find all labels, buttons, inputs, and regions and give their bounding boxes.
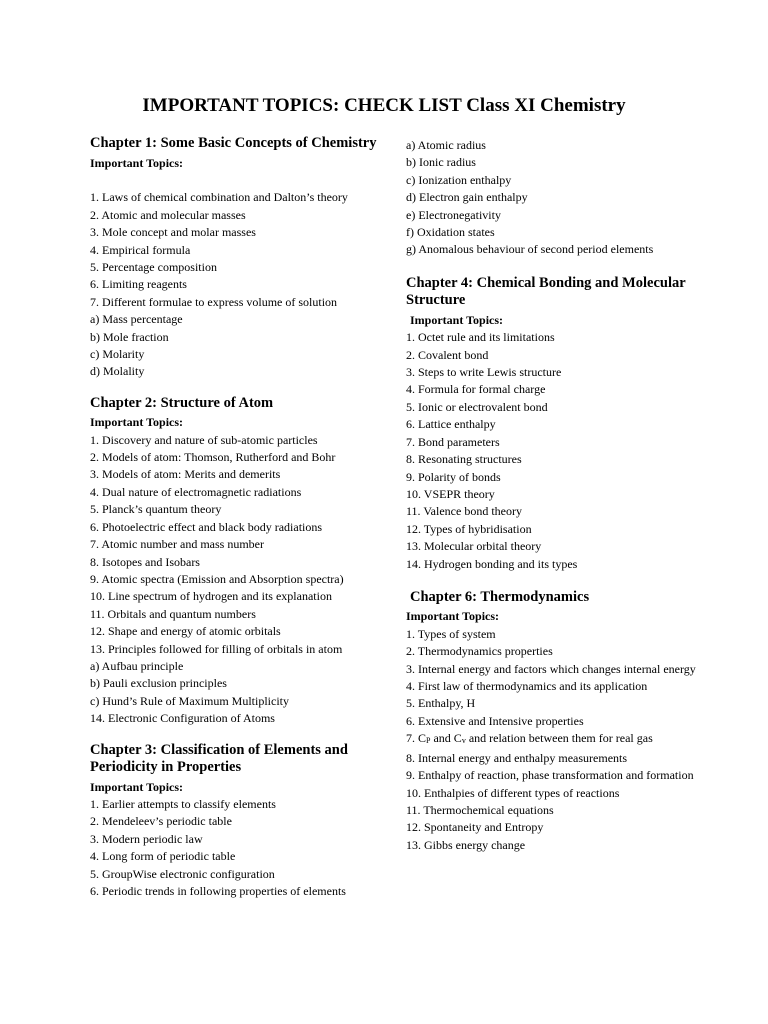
- topic-item: 12. Types of hybridisation: [406, 521, 532, 536]
- topic-item: 13. Principles followed for filling of orbitals in atom: [90, 641, 343, 656]
- topic-item: 14. Electronic Configuration of Atoms: [90, 711, 275, 726]
- important-topics-label: Important Topics:: [90, 779, 184, 794]
- topic-item: 7. Bond parameters: [406, 434, 500, 449]
- topic-item: g) Anomalous behaviour of second period elements: [406, 242, 654, 257]
- topic-item: a) Mass percentage: [90, 312, 183, 327]
- topic-item: 5. GroupWise electronic configuration: [90, 866, 275, 881]
- topic-item: b) Pauli exclusion principles: [90, 676, 227, 691]
- topic-item: 7. Atomic number and mass number: [90, 537, 264, 552]
- topic-item: 10. Line spectrum of hydrogen and its explanation: [90, 589, 332, 604]
- page-title: IMPORTANT TOPICS: CHECK LIST Class XI Chemistry: [142, 95, 626, 116]
- topic-item: 13. Gibbs energy change: [406, 837, 526, 852]
- topic-item: 1. Octet rule and its limitations: [406, 330, 555, 345]
- topic-item-cp-cv-suffix: and relation between them for real gas: [465, 731, 653, 746]
- left-column: [90, 135, 390, 900]
- important-topics-label: Important Topics:: [90, 155, 184, 170]
- topic-item: 4. Formula for formal charge: [406, 382, 546, 397]
- important-topics-label: Important Topics:: [406, 609, 500, 624]
- topic-item: 1. Earlier attempts to classify elements: [90, 796, 276, 811]
- topic-item: 9. Polarity of bonds: [406, 469, 501, 484]
- topic-item: 4. Long form of periodic table: [90, 849, 236, 864]
- topic-item: 7. Different formulae to express volume of solution: [90, 294, 338, 309]
- chapter-3-section: [90, 742, 390, 901]
- chapter-2-section: [90, 395, 390, 728]
- topic-item: e) Electronegativity: [406, 207, 501, 222]
- topic-item: 2. Thermodynamics properties: [406, 644, 553, 659]
- topic-item: 10. VSEPR theory: [406, 486, 495, 501]
- right-column: [406, 137, 706, 854]
- topic-item: 6. Lattice enthalpy: [406, 417, 496, 432]
- topic-item: 4. Dual nature of electromagnetic radiations: [90, 484, 302, 499]
- chapter-3-subtopic-list: [406, 137, 706, 259]
- spacer: [90, 172, 390, 189]
- topic-item: 3. Internal energy and factors which changes internal energy: [406, 661, 696, 676]
- chapter-4-section: [406, 275, 706, 573]
- chapter-6-topic-list-a: [406, 626, 706, 730]
- topic-item: b) Mole fraction: [90, 329, 169, 344]
- topic-item: 2. Models of atom: Thomson, Rutherford and Bohr: [90, 450, 336, 465]
- topic-item: f) Oxidation states: [406, 225, 495, 240]
- topic-item: 9. Enthalpy of reaction, phase transformation and formation: [406, 768, 694, 783]
- topic-item: 13. Molecular orbital theory: [406, 539, 542, 554]
- chapter-6-section: [406, 589, 706, 854]
- topic-item: 2. Mendeleev’s periodic table: [90, 814, 232, 829]
- topic-item: 6. Limiting reagents: [90, 277, 187, 292]
- chapter-6-title: Chapter 6: Thermodynamics: [410, 588, 590, 605]
- chapter-4-topic-list: [406, 329, 706, 573]
- subscript-v: v: [461, 736, 466, 746]
- important-topics-label: Important Topics:: [410, 312, 504, 327]
- topic-item: 10. Enthalpies of different types of reactions: [406, 785, 620, 800]
- topic-item: 9. Atomic spectra (Emission and Absorption spectra): [90, 571, 344, 586]
- topic-item: 11. Thermochemical equations: [406, 802, 554, 817]
- topic-item: 2. Covalent bond: [406, 347, 489, 362]
- chapter-1-title: Chapter 1: Some Basic Concepts of Chemistry: [90, 135, 377, 151]
- topic-item: 5. Enthalpy, H: [406, 696, 476, 711]
- topic-item: 2. Atomic and molecular masses: [90, 207, 246, 222]
- chapter-3-title: Chapter 3: Classification of Elements and Periodicity in Properties: [90, 741, 348, 776]
- chapter-2-topic-list: [90, 432, 390, 728]
- topic-item: d) Electron gain enthalpy: [406, 190, 528, 205]
- topic-item: 3. Mole concept and molar masses: [90, 225, 256, 240]
- topic-item: c) Ionization enthalpy: [406, 172, 512, 187]
- important-topics-label: Important Topics:: [90, 415, 184, 430]
- topic-item: 5. Planck’s quantum theory: [90, 502, 222, 517]
- chapter-3-continued-section: [406, 137, 706, 259]
- chapter-6-topic-list-b: [406, 750, 706, 854]
- subscript-p: P: [426, 736, 431, 746]
- topic-item-cp-cv: [406, 730, 706, 749]
- topic-item: 1. Types of system: [406, 626, 496, 641]
- chapter-1-topic-list: [90, 189, 390, 380]
- topic-item: d) Molality: [90, 364, 145, 379]
- topic-item-cp-cv-middle: and C: [430, 731, 462, 746]
- topic-item: 11. Valence bond theory: [406, 504, 522, 519]
- topic-item: 3. Steps to write Lewis structure: [406, 365, 562, 380]
- topic-item: 3. Models of atom: Merits and demerits: [90, 467, 281, 482]
- topic-item: 8. Resonating structures: [406, 452, 522, 467]
- topic-item: 1. Laws of chemical combination and Dalton’s theory: [90, 190, 348, 205]
- topic-item: b) Ionic radius: [406, 155, 476, 170]
- topic-item: 6. Photoelectric effect and black body radiations: [90, 519, 323, 534]
- topic-item: 8. Internal energy and enthalpy measurements: [406, 750, 628, 765]
- chapter-2-title: Chapter 2: Structure of Atom: [90, 394, 274, 411]
- topic-item: 4. Empirical formula: [90, 242, 191, 257]
- topic-item: 12. Spontaneity and Entropy: [406, 820, 544, 835]
- topic-item: 3. Modern periodic law: [90, 831, 203, 846]
- chapter-1-section: [90, 135, 390, 381]
- topic-item: c) Hund’s Rule of Maximum Multiplicity: [90, 693, 289, 708]
- chapter-3-topic-list: [90, 796, 390, 900]
- topic-item: a) Atomic radius: [406, 138, 486, 152]
- topic-item: c) Molarity: [90, 346, 145, 361]
- topic-item: 6. Periodic trends in following properties of elements: [90, 884, 346, 899]
- topic-item: a) Aufbau principle: [90, 658, 184, 673]
- topic-item: 6. Extensive and Intensive properties: [406, 713, 584, 728]
- topic-item: 11. Orbitals and quantum numbers: [90, 606, 256, 621]
- chapter-4-title: Chapter 4: Chemical Bonding and Molecular Structure: [406, 274, 686, 309]
- topic-item: 14. Hydrogen bonding and its types: [406, 556, 578, 571]
- topic-item: 4. First law of thermodynamics and its application: [406, 679, 648, 694]
- topic-item: 8. Isotopes and Isobars: [90, 554, 200, 569]
- topic-item: 12. Shape and energy of atomic orbitals: [90, 624, 281, 639]
- topic-item: 5. Ionic or electrovalent bond: [406, 399, 548, 414]
- topic-item: 1. Discovery and nature of sub-atomic particles: [90, 432, 318, 447]
- topic-item-cp-cv-prefix: 7. C: [406, 731, 427, 746]
- topic-item: 5. Percentage composition: [90, 259, 217, 274]
